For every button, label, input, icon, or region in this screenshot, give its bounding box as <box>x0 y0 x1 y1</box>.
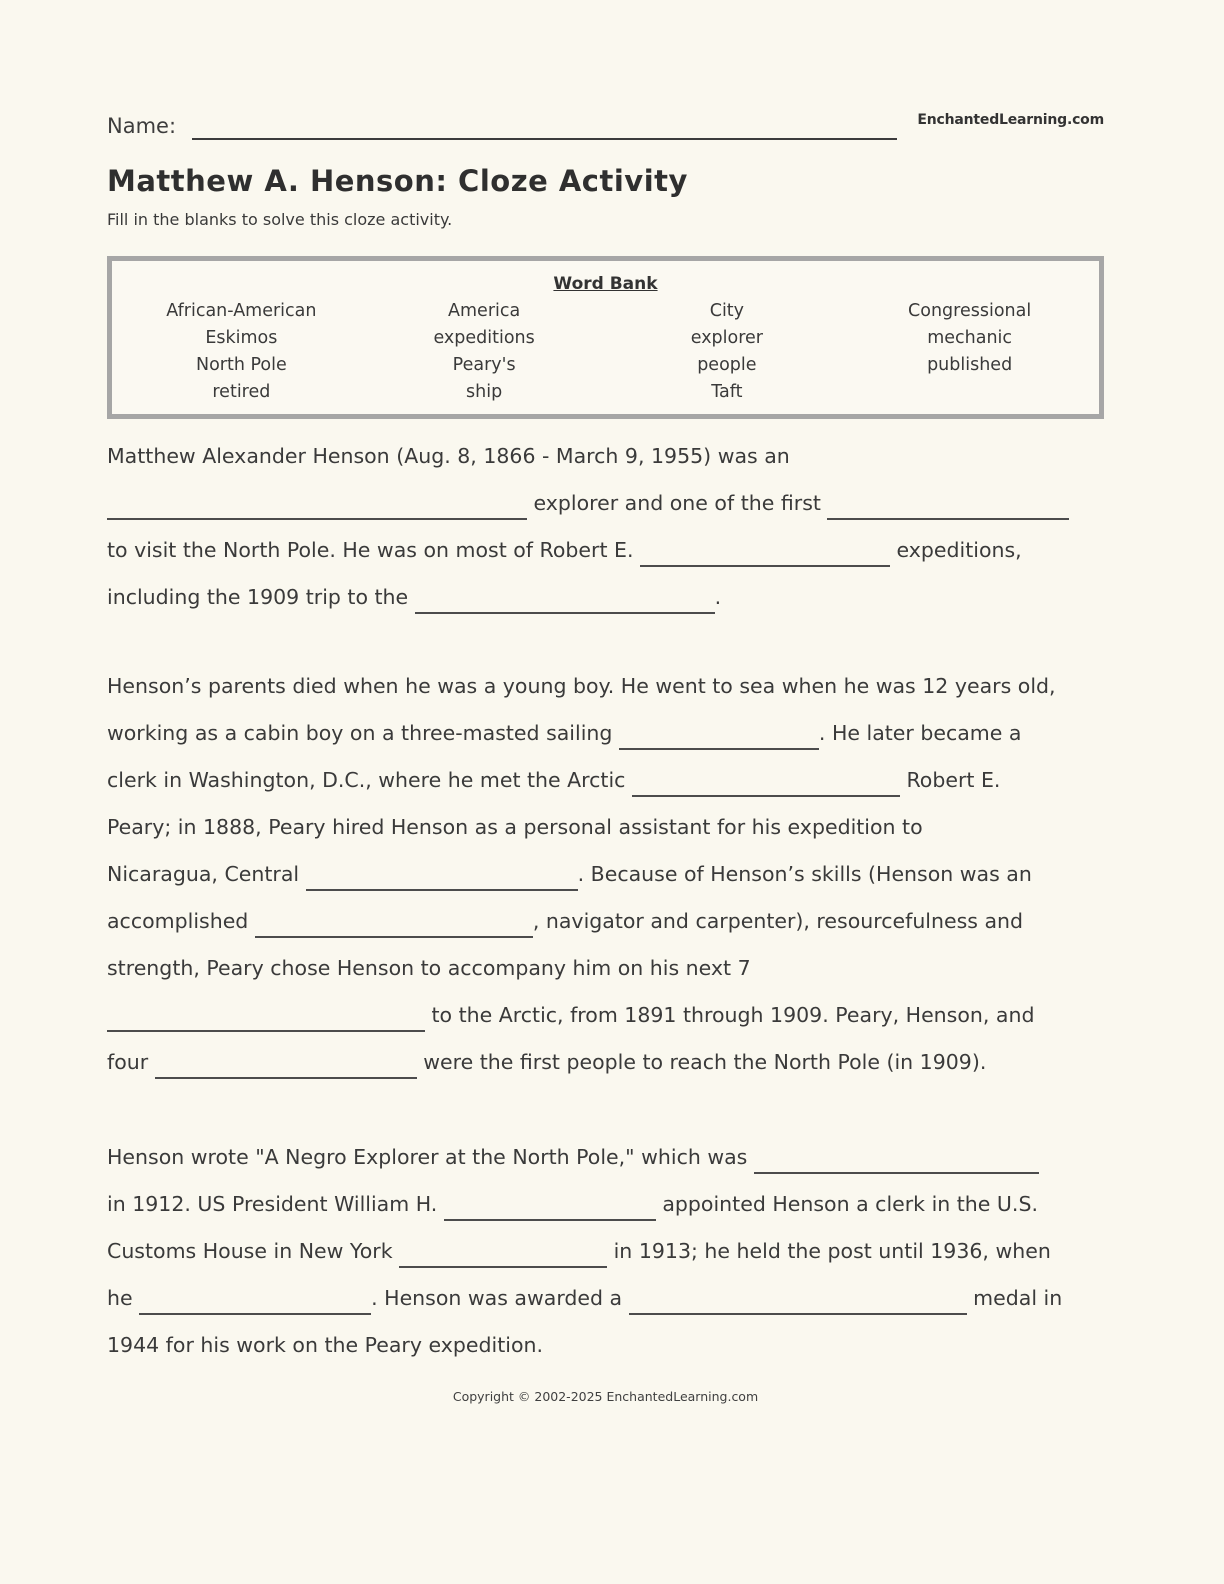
fill-in-blank[interactable] <box>107 998 425 1032</box>
fill-in-blank[interactable] <box>107 486 527 520</box>
fill-in-blank[interactable] <box>619 716 819 750</box>
word-bank-word: Congressional <box>908 301 1032 321</box>
text-line <box>107 898 1104 945</box>
word-bank-word: City <box>709 301 745 321</box>
word-bank-word: explorer <box>690 328 763 348</box>
text-line <box>107 1181 1104 1228</box>
word-bank-word: retired <box>212 382 271 402</box>
text-run: Nicaragua, Central <box>107 862 306 886</box>
word-bank-word: Peary's <box>452 355 516 375</box>
name-input-line[interactable] <box>192 108 897 140</box>
text-run: including the 1909 trip to the <box>107 585 415 609</box>
text-line <box>107 945 1104 992</box>
word-bank-grid <box>120 298 1091 406</box>
word-bank-column-1 <box>120 298 363 406</box>
word-bank-word: North Pole <box>195 355 287 375</box>
word-bank-box <box>107 256 1104 419</box>
text-run: , navigator and carpenter), resourcefulness and <box>532 909 1024 933</box>
fill-in-blank[interactable] <box>754 1140 1039 1174</box>
text-run: explorer and one of the first <box>527 491 828 515</box>
text-run: four <box>107 1050 155 1074</box>
fill-in-blank[interactable] <box>155 1045 417 1079</box>
fill-in-blank[interactable] <box>139 1281 371 1315</box>
paragraph-1 <box>107 433 1104 621</box>
fill-in-blank[interactable] <box>306 857 578 891</box>
fill-in-blank[interactable] <box>629 1281 967 1315</box>
word-bank-word: published <box>927 355 1013 375</box>
text-line <box>107 1228 1104 1275</box>
word-bank-column-2 <box>363 298 606 406</box>
text-run: Customs House in New York <box>107 1239 400 1263</box>
name-label: Name: <box>107 114 177 138</box>
text-line <box>107 1039 1104 1086</box>
text-run: accomplished <box>107 909 255 933</box>
text-run: . Because of Henson’s skills (Henson was an <box>577 862 1032 886</box>
text-line <box>107 663 1104 710</box>
text-line <box>107 1275 1104 1322</box>
fill-in-blank[interactable] <box>255 904 533 938</box>
text-line <box>107 757 1104 804</box>
instructions-text: Fill in the blanks to solve this cloze activity. <box>107 210 453 229</box>
fill-in-blank[interactable] <box>399 1234 607 1268</box>
word-bank-word: expeditions <box>433 328 535 348</box>
text-run: 1944 for his work on the Peary expedition. <box>107 1333 543 1357</box>
fill-in-blank[interactable] <box>632 763 900 797</box>
text-line <box>107 1322 1104 1369</box>
text-line <box>107 433 1104 480</box>
copyright-notice: Copyright © 2002-2025 EnchantedLearning.com <box>452 1389 759 1404</box>
text-line <box>107 527 1104 574</box>
text-line <box>107 992 1104 1039</box>
text-run: expeditions, <box>889 538 1022 562</box>
word-bank-column-4 <box>848 298 1091 406</box>
fill-in-blank[interactable] <box>444 1187 656 1221</box>
word-bank-word: people <box>697 355 757 375</box>
text-run: strength, Peary chose Henson to accompany him on his next 7 <box>107 956 751 980</box>
text-run: to the Arctic, from 1891 through 1909. Peary, Henson, and <box>425 1003 1035 1027</box>
page-title: Matthew A. Henson: Cloze Activity <box>107 164 688 198</box>
text-run: he <box>107 1286 140 1310</box>
word-bank-title: Word Bank <box>553 274 658 294</box>
fill-in-blank[interactable] <box>827 486 1069 520</box>
text-run: clerk in Washington, D.C., where he met the Arctic <box>107 768 632 792</box>
header <box>107 108 1104 140</box>
paragraph-3 <box>107 1134 1104 1369</box>
word-bank-word: Taft <box>711 382 743 402</box>
text-line <box>107 1134 1104 1181</box>
text-run: Henson wrote "A Negro Explorer at the North Pole," which was <box>107 1145 754 1169</box>
word-bank-column-3 <box>606 298 849 406</box>
word-bank-word: ship <box>466 382 503 402</box>
word-bank-word: African-American <box>166 301 317 321</box>
text-run: in 1913; he held the post until 1936, when <box>607 1239 1051 1263</box>
text-line <box>107 574 1104 621</box>
site-name: EnchantedLearning.com <box>917 112 1104 128</box>
fill-in-blank[interactable] <box>640 533 890 567</box>
text-run: Henson’s parents died when he was a young boy. He went to sea when he was 12 years old, <box>107 674 1056 698</box>
text-line <box>107 710 1104 757</box>
text-line <box>107 804 1104 851</box>
text-run: to visit the North Pole. He was on most of Robert E. <box>107 538 640 562</box>
text-run: Peary; in 1888, Peary hired Henson as a personal assistant for his expedition to <box>107 815 923 839</box>
text-run: Robert E. <box>899 768 1001 792</box>
paragraph-2 <box>107 663 1104 1086</box>
text-run: . Henson was awarded a <box>371 1286 629 1310</box>
text-run: medal in <box>966 1286 1063 1310</box>
text-run: working as a cabin boy on a three-masted sailing <box>107 721 619 745</box>
word-bank-word: mechanic <box>927 328 1013 348</box>
cloze-text <box>107 433 1104 1369</box>
text-run: . <box>714 585 722 609</box>
word-bank-word: Eskimos <box>205 328 278 348</box>
text-run: appointed Henson a clerk in the U.S. <box>655 1192 1038 1216</box>
fill-in-blank[interactable] <box>415 580 715 614</box>
text-run: Matthew Alexander Henson (Aug. 8, 1866 - March 9, 1955) was an <box>107 444 790 468</box>
word-bank-word: America <box>448 301 521 321</box>
text-run: . He later became a <box>818 721 1022 745</box>
text-run: in 1912. US President William H. <box>107 1192 444 1216</box>
text-run: were the first people to reach the North Pole (in 1909). <box>416 1050 987 1074</box>
text-line <box>107 480 1104 527</box>
text-line <box>107 851 1104 898</box>
